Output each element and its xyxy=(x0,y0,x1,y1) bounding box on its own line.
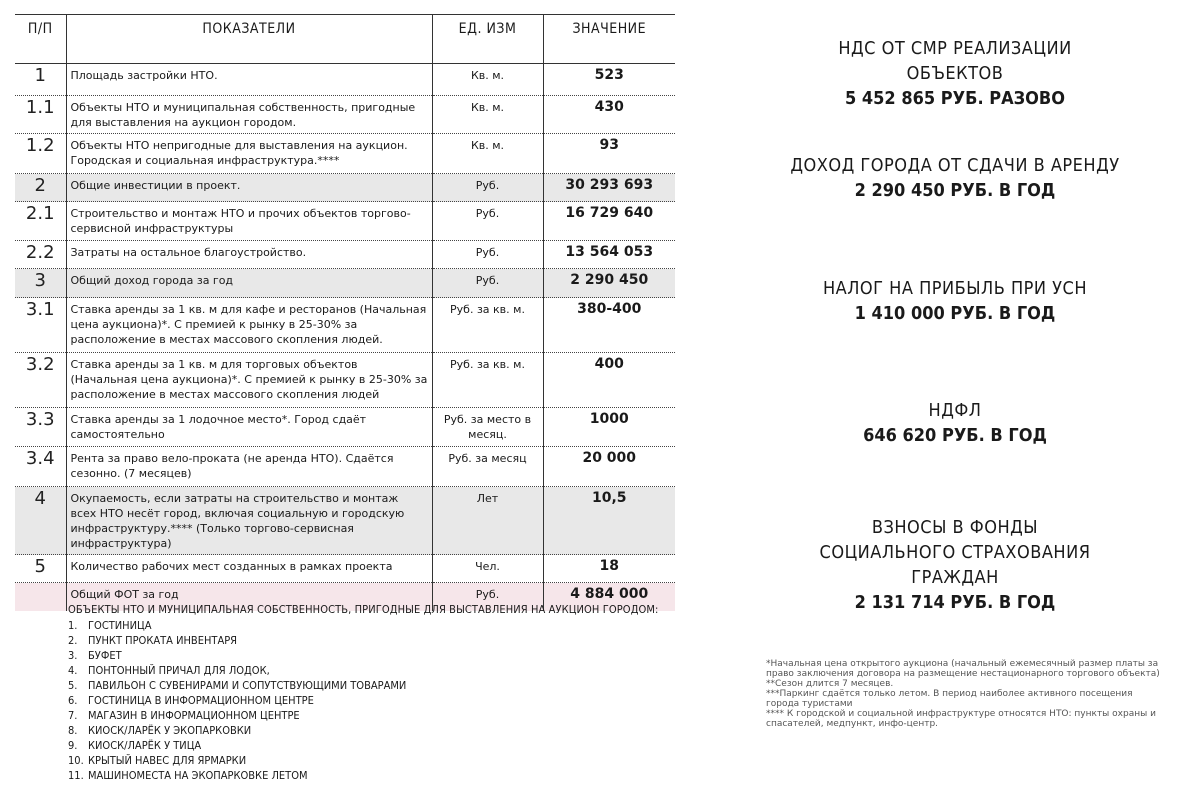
table-row xyxy=(15,174,675,202)
stat-profit-tax xyxy=(760,276,1150,327)
list-item xyxy=(68,723,668,738)
list-item xyxy=(68,708,668,723)
objects-list-title: ОБЪЕКТЫ НТО И МУНИЦИПАЛЬНАЯ СОБСТВЕННОСТЬ, ПРИГОДНЫЕ ДЛЯ ВЫСТАВЛЕНИЯ НА АУКЦИОН ГОРОДОМ: xyxy=(68,603,659,616)
row-value: 380-400 xyxy=(543,298,675,353)
list-item-number: 4. xyxy=(68,664,78,677)
table-row xyxy=(15,447,675,487)
list-item-number: 8. xyxy=(68,724,78,737)
list-item xyxy=(68,678,668,693)
list-item-number: 9. xyxy=(68,739,78,752)
header-num: П/П xyxy=(15,15,66,64)
row-value: 523 xyxy=(543,64,675,96)
footnote: **** К городской и социальной инфраструктуре относятся НТО: пункты охраны и спасателей, медпункт, инфо-центр. xyxy=(766,709,1156,729)
row-unit: Руб. за кв. м. xyxy=(432,298,543,353)
row-indicator: Окупаемость, если затраты на строительство и монтаж всех НТО несёт город, включая социальную и городскую инфраструктуру.**** (Только торгово-сервисная инфраструктура) xyxy=(66,487,432,555)
row-value: 20 000 xyxy=(543,447,675,487)
row-unit: Руб. xyxy=(432,583,543,611)
header-value: ЗНАЧЕНИЕ xyxy=(543,15,675,64)
list-item-number: 7. xyxy=(68,709,78,722)
row-unit: Руб. за месяц xyxy=(432,447,543,487)
stat-amount: 2 290 450 РУБ. В ГОД xyxy=(854,180,1056,201)
row-value: 93 xyxy=(543,134,675,174)
stat-label: ДОХОД ГОРОДА ОТ СДАЧИ В АРЕНДУ xyxy=(790,155,1120,176)
list-item-text: КИОСК/ЛАРЁК У ЭКОПАРКОВКИ xyxy=(88,724,252,737)
list-item-text: БУФЕТ xyxy=(88,649,122,662)
list-item xyxy=(68,663,668,678)
list-item-text: КРЫТЫЙ НАВЕС ДЛЯ ЯРМАРКИ xyxy=(88,754,247,767)
stat-label: ВЗНОСЫ В ФОНДЫ СОЦИАЛЬНОГО СТРАХОВАНИЯ ГРАЖДАН xyxy=(819,517,1091,588)
header-name: ПОКАЗАТЕЛИ xyxy=(66,15,432,64)
row-indicator: Площадь застройки НТО. xyxy=(66,64,432,96)
stat-social-funds xyxy=(760,515,1150,616)
list-item xyxy=(68,753,668,768)
list-item-text: КИОСК/ЛАРЁК У ТИЦА xyxy=(88,739,202,752)
row-number xyxy=(15,583,66,611)
row-number: 2.2 xyxy=(15,241,66,269)
row-indicator: Ставка аренды за 1 кв. м для торговых объектов (Начальная цена аукциона)*. С премией к рынку в 25-30% за расположение в местах массового скопления людей xyxy=(66,353,432,408)
row-unit: Кв. м. xyxy=(432,134,543,174)
row-value: 1000 xyxy=(543,408,675,447)
row-unit: Руб. за кв. м. xyxy=(432,353,543,408)
stat-amount: 646 620 РУБ. В ГОД xyxy=(863,425,1047,446)
row-number: 2 xyxy=(15,174,66,202)
row-unit: Кв. м. xyxy=(432,64,543,96)
row-number: 1.1 xyxy=(15,96,66,134)
list-item-text: ПОНТОННЫЙ ПРИЧАЛ ДЛЯ ЛОДОК, xyxy=(88,664,270,677)
indicators-table xyxy=(15,14,675,611)
table-header-row xyxy=(15,15,675,64)
stat-label: НАЛОГ НА ПРИБЫЛЬ ПРИ УСН xyxy=(822,278,1088,299)
row-value: 16 729 640 xyxy=(543,202,675,241)
row-indicator: Общий ФОТ за год xyxy=(66,583,432,611)
stat-label: НДФЛ xyxy=(928,400,982,421)
row-unit: Руб. xyxy=(432,241,543,269)
row-unit: Кв. м. xyxy=(432,96,543,134)
row-indicator: Ставка аренды за 1 лодочное место*. Город сдаёт самостоятельно xyxy=(66,408,432,447)
stat-amount: 5 452 865 РУБ. РАЗОВО xyxy=(844,88,1066,109)
list-item-number: 3. xyxy=(68,649,78,662)
list-item xyxy=(68,693,668,708)
row-number: 3.4 xyxy=(15,447,66,487)
stat-vat xyxy=(760,36,1150,112)
row-indicator: Общие инвестиции в проект. xyxy=(66,174,432,202)
list-item-number: 11. xyxy=(68,769,84,782)
list-item xyxy=(68,768,668,783)
table-row xyxy=(15,298,675,353)
row-number: 3.3 xyxy=(15,408,66,447)
objects-list-section xyxy=(68,603,668,783)
row-indicator: Затраты на остальное благоустройство. xyxy=(66,241,432,269)
list-item xyxy=(68,618,668,633)
row-indicator: Рента за право вело-проката (не аренда НТО). Сдаётся сезонно. (7 месяцев) xyxy=(66,447,432,487)
row-unit: Чел. xyxy=(432,555,543,583)
row-indicator: Строительство и монтаж НТО и прочих объектов торгово-сервисной инфраструктуры xyxy=(66,202,432,241)
header-unit: ЕД. ИЗМ xyxy=(432,15,543,64)
table-row xyxy=(15,555,675,583)
footnote: ***Паркинг сдаётся только летом. В период наиболее активного посещения города туристами xyxy=(766,689,1133,709)
table-row xyxy=(15,269,675,298)
row-number: 1 xyxy=(34,65,46,86)
row-value: 400 xyxy=(543,353,675,408)
row-number: 3 xyxy=(15,269,66,298)
stat-label: НДС ОТ СМР РЕАЛИЗАЦИИ ОБЪЕКТОВ xyxy=(838,38,1072,84)
list-item xyxy=(68,738,668,753)
row-value: 13 564 053 xyxy=(543,241,675,269)
footnotes xyxy=(766,659,1166,729)
row-number: 4 xyxy=(15,487,66,555)
row-value: 30 293 693 xyxy=(543,174,675,202)
stat-rent-income xyxy=(760,153,1150,204)
list-item-number: 6. xyxy=(68,694,78,707)
table-row xyxy=(15,202,675,241)
row-number: 5 xyxy=(15,555,66,583)
list-item-number: 5. xyxy=(68,679,78,692)
list-item-number: 1. xyxy=(68,619,78,632)
row-indicator: Объекты НТО непригодные для выставления на аукцион. Городская и социальная инфраструктура.**** xyxy=(66,134,432,174)
row-number: 1.2 xyxy=(15,134,66,174)
footnote: **Сезон длится 7 месяцев. xyxy=(766,679,894,689)
row-value: 10,5 xyxy=(543,487,675,555)
row-value: 4 884 000 xyxy=(543,583,675,611)
list-item-text: МАШИНОМЕСТА НА ЭКОПАРКОВКЕ ЛЕТОМ xyxy=(88,769,308,782)
row-indicator: Количество рабочих мест созданных в рамках проекта xyxy=(66,555,432,583)
table-row xyxy=(15,353,675,408)
row-unit: Руб. xyxy=(432,269,543,298)
row-number: 3.2 xyxy=(15,353,66,408)
stat-amount: 2 131 714 РУБ. В ГОД xyxy=(854,592,1056,613)
list-item-text: ПУНКТ ПРОКАТА ИНВЕНТАРЯ xyxy=(88,634,238,647)
footnote: *Начальная цена открытого аукциона (начальный ежемесячный размер платы за право заключения договора на размещение нестационарного торгового объекта) xyxy=(766,659,1160,679)
list-item xyxy=(68,648,668,663)
indicators-table-container xyxy=(15,14,675,611)
row-value: 18 xyxy=(543,555,675,583)
table-row xyxy=(15,241,675,269)
table-row xyxy=(15,134,675,174)
table-row xyxy=(15,408,675,447)
row-value: 2 290 450 xyxy=(543,269,675,298)
stat-income-tax xyxy=(760,398,1150,449)
row-unit: Руб. xyxy=(432,202,543,241)
list-item-number: 10. xyxy=(68,754,84,767)
table-row xyxy=(15,64,675,96)
row-number: 3.1 xyxy=(15,298,66,353)
row-unit: Руб. за место в месяц. xyxy=(432,408,543,447)
row-unit: Руб. xyxy=(432,174,543,202)
list-item-text: МАГАЗИН В ИНФОРМАЦИОННОМ ЦЕНТРЕ xyxy=(88,709,300,722)
list-item-text: ГОСТИНИЦА В ИНФОРМАЦИОННОМ ЦЕНТРЕ xyxy=(88,694,314,707)
row-unit: Лет xyxy=(432,487,543,555)
list-item xyxy=(68,633,668,648)
row-number: 2.1 xyxy=(15,202,66,241)
list-item-text: ПАВИЛЬОН С СУВЕНИРАМИ И СОПУТСТВУЮЩИМИ ТОВАРАМИ xyxy=(88,679,407,692)
table-row xyxy=(15,487,675,555)
row-indicator: Объекты НТО и муниципальная собственность, пригодные для выставления на аукцион городом. xyxy=(66,96,432,134)
row-indicator: Общий доход города за год xyxy=(66,269,432,298)
list-item-number: 2. xyxy=(68,634,78,647)
stat-amount: 1 410 000 РУБ. В ГОД xyxy=(854,303,1056,324)
row-indicator: Ставка аренды за 1 кв. м для кафе и ресторанов (Начальная цена аукциона)*. С премией к рынку в 25-30% за расположение в местах массового скопления людей. xyxy=(66,298,432,353)
table-row xyxy=(15,96,675,134)
list-item-text: ГОСТИНИЦА xyxy=(88,619,152,632)
objects-list xyxy=(68,618,668,783)
row-value: 430 xyxy=(543,96,675,134)
